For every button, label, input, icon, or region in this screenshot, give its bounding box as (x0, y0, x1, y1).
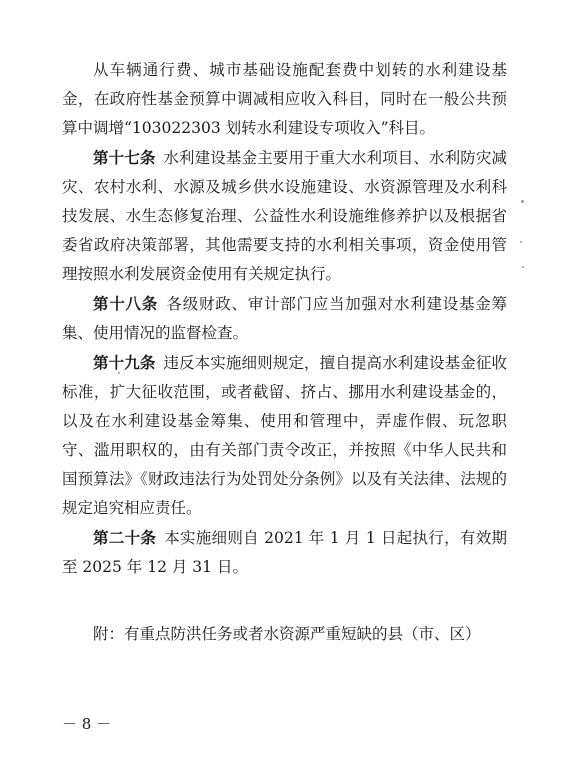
appendix-note: 附：有重点防洪任务或者水资源严重短缺的县（市、区） (93, 625, 481, 643)
scan-speck (522, 266, 524, 268)
paragraph-text: 从车辆通行费、城市基础设施配套费中划转的水利建设基金，在政府性基金预算中调减相应收入科目，同时在一般公共预算中调增“103022303 划转水利建设专项收入”科目。 (62, 61, 507, 137)
article-18-text: 各级财政、审计部门应当加强对水利建设基金筹集、使用情况的监督检查。 (62, 295, 507, 342)
scan-speck (520, 241, 522, 243)
paragraph-fund-transfer (62, 56, 507, 143)
article-19-title: 第十九条 (93, 353, 156, 372)
scan-speck (118, 372, 120, 374)
article-20-title: 第二十条 (93, 528, 157, 547)
article-17-title: 第十七条 (93, 148, 156, 167)
article-18 (62, 289, 507, 348)
document-body (62, 56, 507, 582)
scan-speck (521, 200, 524, 203)
article-20 (62, 523, 507, 582)
article-18-title: 第十八条 (93, 294, 158, 313)
article-19 (62, 348, 507, 523)
article-17 (62, 143, 507, 289)
page-number: － 8 － (62, 715, 112, 733)
article-20-text: 本实施细则自 2021 年 1 月 1 日起执行，有效期至 2025 年 12 月 31 日。 (62, 529, 507, 576)
article-17-text: 水利建设基金主要用于重大水利项目、水利防灾减灾、农村水利、水源及城乡供水设施建设、水资源管理及水利科技发展、水生态修复治理、公益性水利设施维修养护以及根据省委省政府决策部署，其他需要支持的水利相关事项，资金使用管理按照水利发展资金使用有关规定执行。 (62, 149, 507, 283)
article-19-text: 违反本实施细则规定，擅自提高水利建设基金征收标准，扩大征收范围，或者截留、挤占、挪用水利建设基金的，以及在水利建设基金筹集、使用和管理中，弄虚作假、玩忽职守、滥用职权的，由有关部门责令改正，并按照《中华人民共和国预算法》《财政违法行为处罚处分条例》以及有关法律、法规的规定追究相应责任。 (62, 354, 507, 517)
